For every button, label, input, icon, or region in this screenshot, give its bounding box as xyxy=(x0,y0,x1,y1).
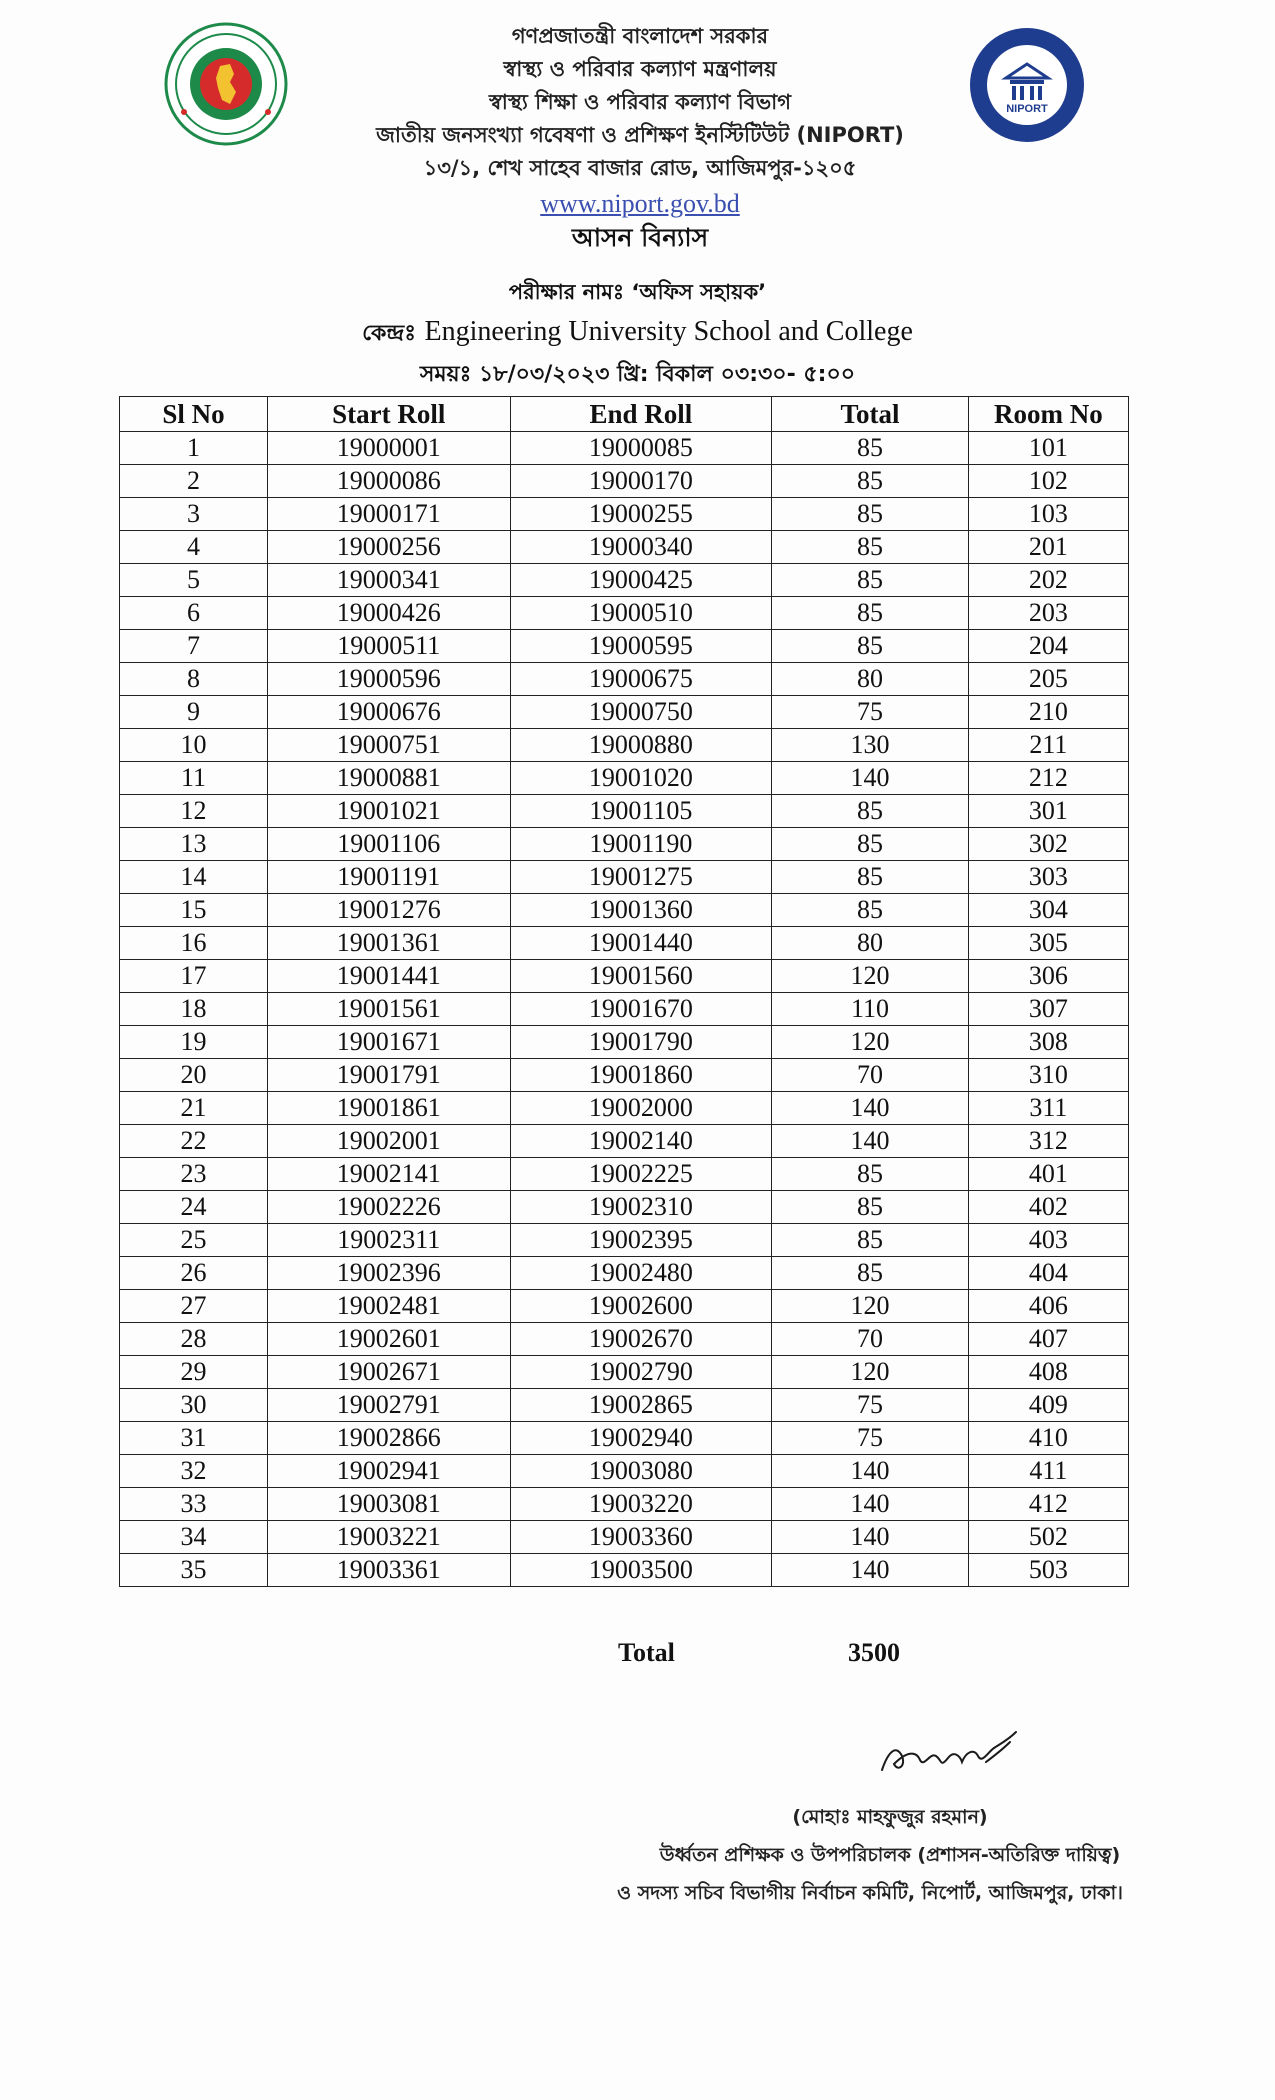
exam-name-line xyxy=(0,276,1275,311)
cell-end-roll: 19002140 xyxy=(510,1125,772,1158)
cell-total: 80 xyxy=(772,663,969,696)
cell-total: 110 xyxy=(772,993,969,1026)
cell-start-roll: 19002601 xyxy=(267,1323,510,1356)
cell-sl-no: 10 xyxy=(120,729,268,762)
seat-plan-table xyxy=(119,396,1129,1587)
cell-start-roll: 19000511 xyxy=(267,630,510,663)
cell-sl-no: 14 xyxy=(120,861,268,894)
table-header-row xyxy=(120,397,1129,432)
cell-end-roll: 19001105 xyxy=(510,795,772,828)
cell-start-roll: 19003221 xyxy=(267,1521,510,1554)
cell-total: 70 xyxy=(772,1323,969,1356)
cell-end-roll: 19001360 xyxy=(510,894,772,927)
cell-total: 140 xyxy=(772,1554,969,1587)
signatory-name: (মোহাঃ মাহফুজুর রহমান) xyxy=(792,1806,988,1828)
cell-end-roll: 19003360 xyxy=(510,1521,772,1554)
cell-room-no: 310 xyxy=(968,1059,1128,1092)
cell-start-roll: 19002001 xyxy=(267,1125,510,1158)
cell-end-roll: 19001860 xyxy=(510,1059,772,1092)
cell-sl-no: 25 xyxy=(120,1224,268,1257)
cell-end-roll: 19001275 xyxy=(510,861,772,894)
cell-room-no: 302 xyxy=(968,828,1128,861)
cell-room-no: 503 xyxy=(968,1554,1128,1587)
cell-total: 85 xyxy=(772,531,969,564)
table-row xyxy=(120,1356,1129,1389)
cell-room-no: 303 xyxy=(968,861,1128,894)
table-row xyxy=(120,1158,1129,1191)
cell-sl-no: 9 xyxy=(120,696,268,729)
cell-end-roll: 19002600 xyxy=(510,1290,772,1323)
cell-start-roll: 19002941 xyxy=(267,1455,510,1488)
cell-sl-no: 8 xyxy=(120,663,268,696)
cell-total: 75 xyxy=(772,1422,969,1455)
table-row xyxy=(120,861,1129,894)
cell-room-no: 304 xyxy=(968,894,1128,927)
niport-logo-text: NIPORT xyxy=(1006,103,1048,115)
cell-total: 120 xyxy=(772,1026,969,1059)
table-row xyxy=(120,465,1129,498)
table-row xyxy=(120,1191,1129,1224)
cell-room-no: 212 xyxy=(968,762,1128,795)
cell-room-no: 406 xyxy=(968,1290,1128,1323)
cell-start-roll: 19000001 xyxy=(267,432,510,465)
cell-sl-no: 6 xyxy=(120,597,268,630)
cell-room-no: 305 xyxy=(968,927,1128,960)
page-title: আসন বিন্যাস xyxy=(571,223,709,252)
table-row xyxy=(120,1422,1129,1455)
cell-end-roll: 19000085 xyxy=(510,432,772,465)
cell-end-roll: 19001560 xyxy=(510,960,772,993)
grand-total-label: Total xyxy=(618,1638,675,1667)
cell-room-no: 409 xyxy=(968,1389,1128,1422)
cell-total: 120 xyxy=(772,1356,969,1389)
cell-total: 85 xyxy=(772,1224,969,1257)
government-name: গণপ্রজাতন্ত্রী বাংলাদেশ সরকার xyxy=(511,24,769,48)
cell-sl-no: 1 xyxy=(120,432,268,465)
cell-total: 140 xyxy=(772,762,969,795)
cell-room-no: 307 xyxy=(968,993,1128,1026)
cell-end-roll: 19001020 xyxy=(510,762,772,795)
cell-start-roll: 19001106 xyxy=(267,828,510,861)
cell-start-roll: 19003081 xyxy=(267,1488,510,1521)
time-label: সময়ঃ xyxy=(419,362,472,387)
handwritten-signature xyxy=(876,1722,1026,1782)
cell-start-roll: 19000426 xyxy=(267,597,510,630)
table-row xyxy=(120,762,1129,795)
cell-total: 140 xyxy=(772,1125,969,1158)
cell-sl-no: 3 xyxy=(120,498,268,531)
cell-start-roll: 19000171 xyxy=(267,498,510,531)
cell-sl-no: 11 xyxy=(120,762,268,795)
cell-end-roll: 19001790 xyxy=(510,1026,772,1059)
cell-room-no: 202 xyxy=(968,564,1128,597)
cell-start-roll: 19000751 xyxy=(267,729,510,762)
cell-room-no: 102 xyxy=(968,465,1128,498)
website-link[interactable]: www.niport.gov.bd xyxy=(540,189,740,218)
cell-total: 85 xyxy=(772,1191,969,1224)
table-row xyxy=(120,1026,1129,1059)
cell-room-no: 411 xyxy=(968,1455,1128,1488)
cell-total: 140 xyxy=(772,1488,969,1521)
cell-start-roll: 19001276 xyxy=(267,894,510,927)
table-row xyxy=(120,663,1129,696)
cell-room-no: 308 xyxy=(968,1026,1128,1059)
cell-room-no: 407 xyxy=(968,1323,1128,1356)
cell-start-roll: 19002866 xyxy=(267,1422,510,1455)
cell-total: 85 xyxy=(772,564,969,597)
cell-sl-no: 29 xyxy=(120,1356,268,1389)
cell-start-roll: 19001021 xyxy=(267,795,510,828)
cell-end-roll: 19000255 xyxy=(510,498,772,531)
cell-start-roll: 19002396 xyxy=(267,1257,510,1290)
cell-end-roll: 19002940 xyxy=(510,1422,772,1455)
cell-sl-no: 35 xyxy=(120,1554,268,1587)
cell-end-roll: 19003080 xyxy=(510,1455,772,1488)
table-row xyxy=(120,894,1129,927)
grand-total-value: 3500 xyxy=(848,1638,900,1667)
table-row xyxy=(120,564,1129,597)
table-row xyxy=(120,531,1129,564)
table-row xyxy=(120,960,1129,993)
table-body xyxy=(120,432,1129,1587)
cell-start-roll: 19003361 xyxy=(267,1554,510,1587)
table-row xyxy=(120,1521,1129,1554)
cell-total: 85 xyxy=(772,894,969,927)
cell-end-roll: 19000170 xyxy=(510,465,772,498)
cell-sl-no: 27 xyxy=(120,1290,268,1323)
cell-end-roll: 19002480 xyxy=(510,1257,772,1290)
cell-room-no: 402 xyxy=(968,1191,1128,1224)
cell-start-roll: 19002141 xyxy=(267,1158,510,1191)
cell-end-roll: 19002670 xyxy=(510,1323,772,1356)
cell-room-no: 210 xyxy=(968,696,1128,729)
cell-end-roll: 19003220 xyxy=(510,1488,772,1521)
cell-end-roll: 19002790 xyxy=(510,1356,772,1389)
cell-start-roll: 19000256 xyxy=(267,531,510,564)
cell-sl-no: 23 xyxy=(120,1158,268,1191)
cell-sl-no: 33 xyxy=(120,1488,268,1521)
column-header-room-no: Room No xyxy=(968,397,1128,432)
center-label: কেন্দ্রঃ xyxy=(362,321,416,346)
cell-start-roll: 19002311 xyxy=(267,1224,510,1257)
cell-room-no: 408 xyxy=(968,1356,1128,1389)
cell-sl-no: 4 xyxy=(120,531,268,564)
cell-end-roll: 19001190 xyxy=(510,828,772,861)
table-row xyxy=(120,1224,1129,1257)
cell-total: 140 xyxy=(772,1455,969,1488)
cell-sl-no: 24 xyxy=(120,1191,268,1224)
cell-start-roll: 19000676 xyxy=(267,696,510,729)
table-row xyxy=(120,993,1129,1026)
table-row xyxy=(120,1455,1129,1488)
table-row xyxy=(120,729,1129,762)
cell-sl-no: 12 xyxy=(120,795,268,828)
cell-end-roll: 19002225 xyxy=(510,1158,772,1191)
cell-end-roll: 19000595 xyxy=(510,630,772,663)
cell-total: 130 xyxy=(772,729,969,762)
cell-sl-no: 22 xyxy=(120,1125,268,1158)
table-row xyxy=(120,630,1129,663)
cell-room-no: 412 xyxy=(968,1488,1128,1521)
institute-address: ১৩/১, শেখ সাহেব বাজার রোড, আজিমপুর-১২০৫ xyxy=(423,156,857,180)
column-header-end-roll: End Roll xyxy=(510,397,772,432)
cell-start-roll: 19002226 xyxy=(267,1191,510,1224)
table-row xyxy=(120,1389,1129,1422)
table-row xyxy=(120,432,1129,465)
cell-room-no: 306 xyxy=(968,960,1128,993)
cell-end-roll: 19002395 xyxy=(510,1224,772,1257)
cell-total: 85 xyxy=(772,597,969,630)
center-value: Engineering University School and College xyxy=(424,316,913,347)
signatory-designation: উর্ধ্বতন প্রশিক্ষক ও উপপরিচালক (প্রশাসন-অতিরিক্ত দায়িত্ব) xyxy=(659,1844,1121,1866)
cell-sl-no: 18 xyxy=(120,993,268,1026)
cell-total: 85 xyxy=(772,861,969,894)
table-row xyxy=(120,927,1129,960)
cell-end-roll: 19002865 xyxy=(510,1389,772,1422)
cell-start-roll: 19002671 xyxy=(267,1356,510,1389)
cell-sl-no: 34 xyxy=(120,1521,268,1554)
cell-sl-no: 16 xyxy=(120,927,268,960)
cell-start-roll: 19001441 xyxy=(267,960,510,993)
cell-room-no: 211 xyxy=(968,729,1128,762)
cell-end-roll: 19000340 xyxy=(510,531,772,564)
cell-end-roll: 19000675 xyxy=(510,663,772,696)
cell-room-no: 201 xyxy=(968,531,1128,564)
division-name: স্বাস্থ্য শিক্ষা ও পরিবার কল্যাণ বিভাগ xyxy=(489,90,791,114)
table-row xyxy=(120,1257,1129,1290)
cell-end-roll: 19003500 xyxy=(510,1554,772,1587)
bangladesh-government-emblem-icon xyxy=(164,22,288,146)
cell-sl-no: 19 xyxy=(120,1026,268,1059)
cell-room-no: 301 xyxy=(968,795,1128,828)
cell-room-no: 502 xyxy=(968,1521,1128,1554)
cell-total: 70 xyxy=(772,1059,969,1092)
center-line xyxy=(0,316,1275,353)
cell-room-no: 410 xyxy=(968,1422,1128,1455)
signatory-committee: ও সদস্য সচিব বিভাগীয় নির্বাচন কমিটি, নিপোর্ট, আজিমপুর, ঢাকা। xyxy=(617,1882,1123,1904)
institute-name: জাতীয় জনসংখ্যা গবেষণা ও প্রশিক্ষণ ইনস্টিটিউট (NIPORT) xyxy=(376,123,904,147)
cell-sl-no: 2 xyxy=(120,465,268,498)
table-row xyxy=(120,1059,1129,1092)
cell-sl-no: 7 xyxy=(120,630,268,663)
cell-sl-no: 32 xyxy=(120,1455,268,1488)
cell-end-roll: 19000750 xyxy=(510,696,772,729)
cell-start-roll: 19000881 xyxy=(267,762,510,795)
exam-value: ‘অফিস সহায়ক’ xyxy=(631,280,767,304)
cell-total: 80 xyxy=(772,927,969,960)
cell-start-roll: 19002481 xyxy=(267,1290,510,1323)
cell-room-no: 404 xyxy=(968,1257,1128,1290)
cell-end-roll: 19000425 xyxy=(510,564,772,597)
cell-room-no: 101 xyxy=(968,432,1128,465)
table-row xyxy=(120,696,1129,729)
cell-start-roll: 19001191 xyxy=(267,861,510,894)
cell-total: 85 xyxy=(772,465,969,498)
cell-start-roll: 19001791 xyxy=(267,1059,510,1092)
table-row xyxy=(120,1290,1129,1323)
cell-start-roll: 19000596 xyxy=(267,663,510,696)
table-row xyxy=(120,1488,1129,1521)
table-row xyxy=(120,795,1129,828)
cell-end-roll: 19002310 xyxy=(510,1191,772,1224)
cell-start-roll: 19002791 xyxy=(267,1389,510,1422)
cell-room-no: 205 xyxy=(968,663,1128,696)
cell-room-no: 312 xyxy=(968,1125,1128,1158)
cell-sl-no: 28 xyxy=(120,1323,268,1356)
cell-total: 85 xyxy=(772,630,969,663)
cell-sl-no: 5 xyxy=(120,564,268,597)
cell-sl-no: 26 xyxy=(120,1257,268,1290)
cell-start-roll: 19000341 xyxy=(267,564,510,597)
cell-sl-no: 13 xyxy=(120,828,268,861)
time-value: ১৮/০৩/২০২৩ খ্রি: বিকাল ০৩:৩০- ৫:০০ xyxy=(479,362,856,387)
niport-logo-icon xyxy=(968,26,1086,144)
table-row xyxy=(120,1092,1129,1125)
cell-end-roll: 19001670 xyxy=(510,993,772,1026)
cell-total: 75 xyxy=(772,1389,969,1422)
cell-total: 120 xyxy=(772,1290,969,1323)
cell-start-roll: 19001361 xyxy=(267,927,510,960)
cell-total: 120 xyxy=(772,960,969,993)
signatory-block xyxy=(560,1798,1220,1912)
table-row xyxy=(120,828,1129,861)
table-row xyxy=(120,1125,1129,1158)
cell-end-roll: 19000510 xyxy=(510,597,772,630)
column-header-sl-no: Sl No xyxy=(120,397,268,432)
cell-end-roll: 19002000 xyxy=(510,1092,772,1125)
cell-start-roll: 19001861 xyxy=(267,1092,510,1125)
exam-label: পরীক্ষার নামঃ xyxy=(508,280,625,304)
table-row xyxy=(120,597,1129,630)
column-header-total: Total xyxy=(772,397,969,432)
cell-total: 140 xyxy=(772,1092,969,1125)
cell-sl-no: 20 xyxy=(120,1059,268,1092)
cell-total: 85 xyxy=(772,1257,969,1290)
cell-sl-no: 17 xyxy=(120,960,268,993)
cell-start-roll: 19001561 xyxy=(267,993,510,1026)
cell-room-no: 311 xyxy=(968,1092,1128,1125)
column-header-start-roll: Start Roll xyxy=(267,397,510,432)
cell-sl-no: 31 xyxy=(120,1422,268,1455)
letterhead xyxy=(300,20,980,255)
ministry-name: স্বাস্থ্য ও পরিবার কল্যাণ মন্ত্রণালয় xyxy=(503,57,777,81)
cell-sl-no: 21 xyxy=(120,1092,268,1125)
cell-start-roll: 19000086 xyxy=(267,465,510,498)
cell-total: 85 xyxy=(772,828,969,861)
table-row xyxy=(120,1323,1129,1356)
cell-sl-no: 15 xyxy=(120,894,268,927)
cell-room-no: 103 xyxy=(968,498,1128,531)
cell-end-roll: 19001440 xyxy=(510,927,772,960)
cell-total: 85 xyxy=(772,795,969,828)
table-row xyxy=(120,498,1129,531)
cell-total: 85 xyxy=(772,1158,969,1191)
cell-total: 85 xyxy=(772,498,969,531)
cell-total: 85 xyxy=(772,432,969,465)
cell-total: 75 xyxy=(772,696,969,729)
cell-end-roll: 19000880 xyxy=(510,729,772,762)
cell-total: 140 xyxy=(772,1521,969,1554)
cell-start-roll: 19001671 xyxy=(267,1026,510,1059)
cell-room-no: 203 xyxy=(968,597,1128,630)
cell-room-no: 204 xyxy=(968,630,1128,663)
cell-room-no: 401 xyxy=(968,1158,1128,1191)
table-row xyxy=(120,1554,1129,1587)
exam-time-line xyxy=(0,357,1275,394)
cell-sl-no: 30 xyxy=(120,1389,268,1422)
cell-room-no: 403 xyxy=(968,1224,1128,1257)
